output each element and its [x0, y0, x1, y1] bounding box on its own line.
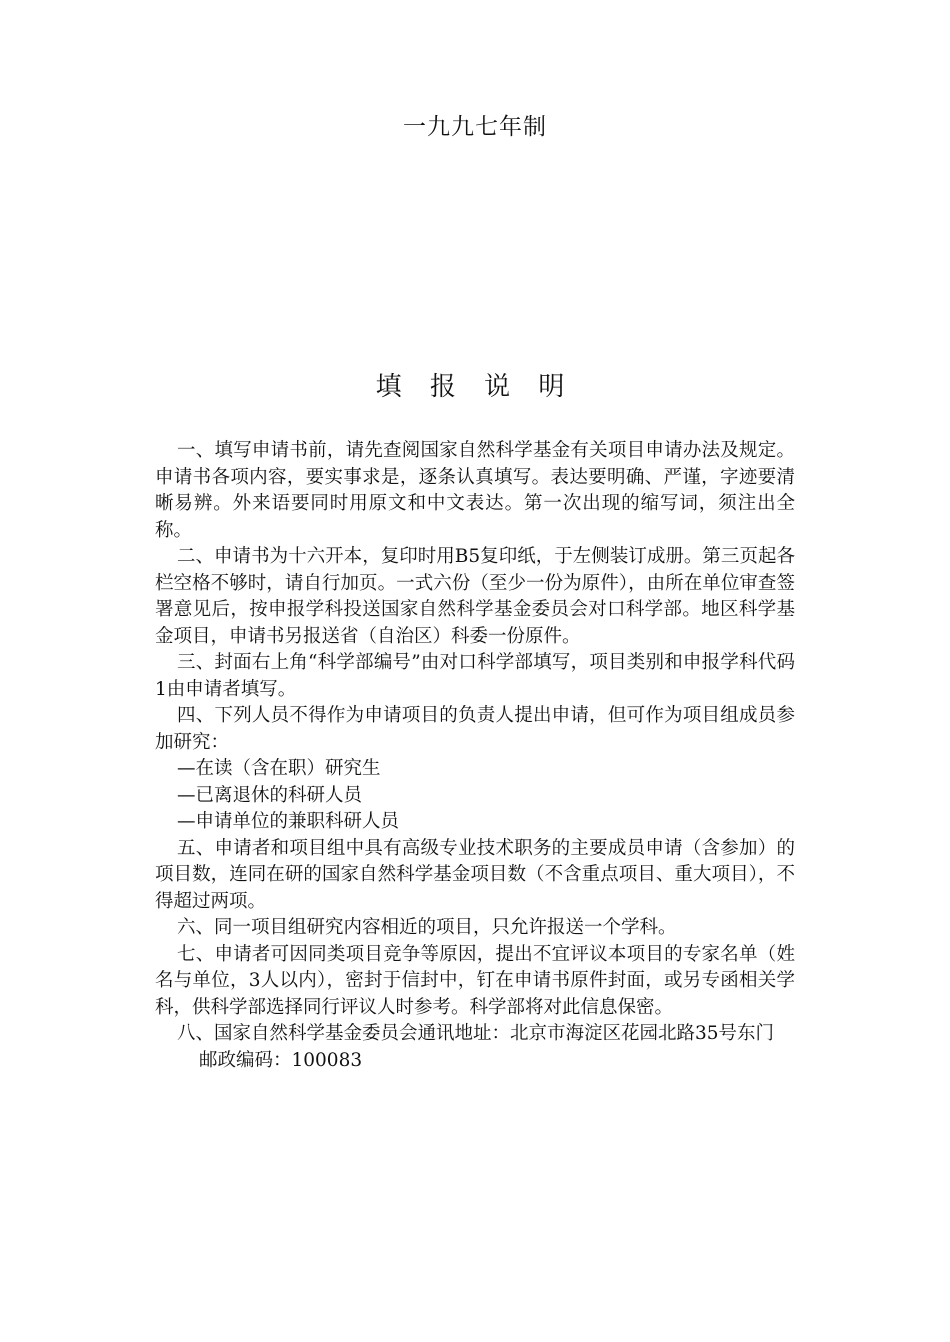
instructions-body	[155, 438, 795, 1074]
instruction-item-2: 二、申请书为十六开本，复印时用B5复印纸，于左侧装订成册。第三页起各栏空格不够时，请自行加页。一式六份（至少一份为原件），由所在单位审查签署意见后，按申报学科投送国家自然科学基金委员会对口科学部。地区科学基金项目，申请书另报送省（自治区）科委一份原件。	[155, 546, 795, 647]
year-label: 一九九七年制	[403, 114, 547, 140]
excluded-person-1: —在读（含在职）研究生	[177, 758, 381, 779]
instructions-title: 填 报 说 明	[375, 372, 575, 402]
instruction-item-6: 六、同一项目组研究内容相近的项目，只允许报送一个学科。	[177, 917, 677, 938]
instruction-item-8: 八、国家自然科学基金委员会通讯地址：北京市海淀区花园北路35号东门	[177, 1023, 775, 1044]
postal-code: 邮政编码：100083	[199, 1049, 363, 1071]
instruction-item-7: 七、申请者可因同类项目竞争等原因，提出不宜评议本项目的专家名单（姓名与单位，3人以内），密封于信封中，钉在申请书原件封面，或另专函相关学科，供科学部选择同行评议人时参考。科学部将对此信息保密。	[155, 943, 795, 1018]
instruction-item-1: 一、填写申请书前，请先查阅国家自然科学基金有关项目申请办法及规定。申请书各项内容，要实事求是，逐条认真填写。表达要明确、严谨，字迹要清晰易辨。外来语要同时用原文和中文表达。第一次出现的缩写词，须注出全称。	[155, 440, 795, 541]
instruction-item-3: 三、封面右上角“科学部编号”由对口科学部填写，项目类别和申报学科代码1由申请者填写。	[155, 652, 795, 700]
instruction-item-5: 五、申请者和项目组中具有高级专业技术职务的主要成员申请（含参加）的项目数，连同在研的国家自然科学基金项目数（不含重点项目、重大项目），不得超过两项。	[155, 837, 795, 912]
excluded-person-3: —申请单位的兼职科研人员	[177, 811, 400, 832]
excluded-person-2: —已离退休的科研人员	[177, 784, 363, 806]
instruction-item-4: 四、下列人员不得作为申请项目的负责人提出申请，但可作为项目组成员参加研究：	[155, 705, 795, 753]
